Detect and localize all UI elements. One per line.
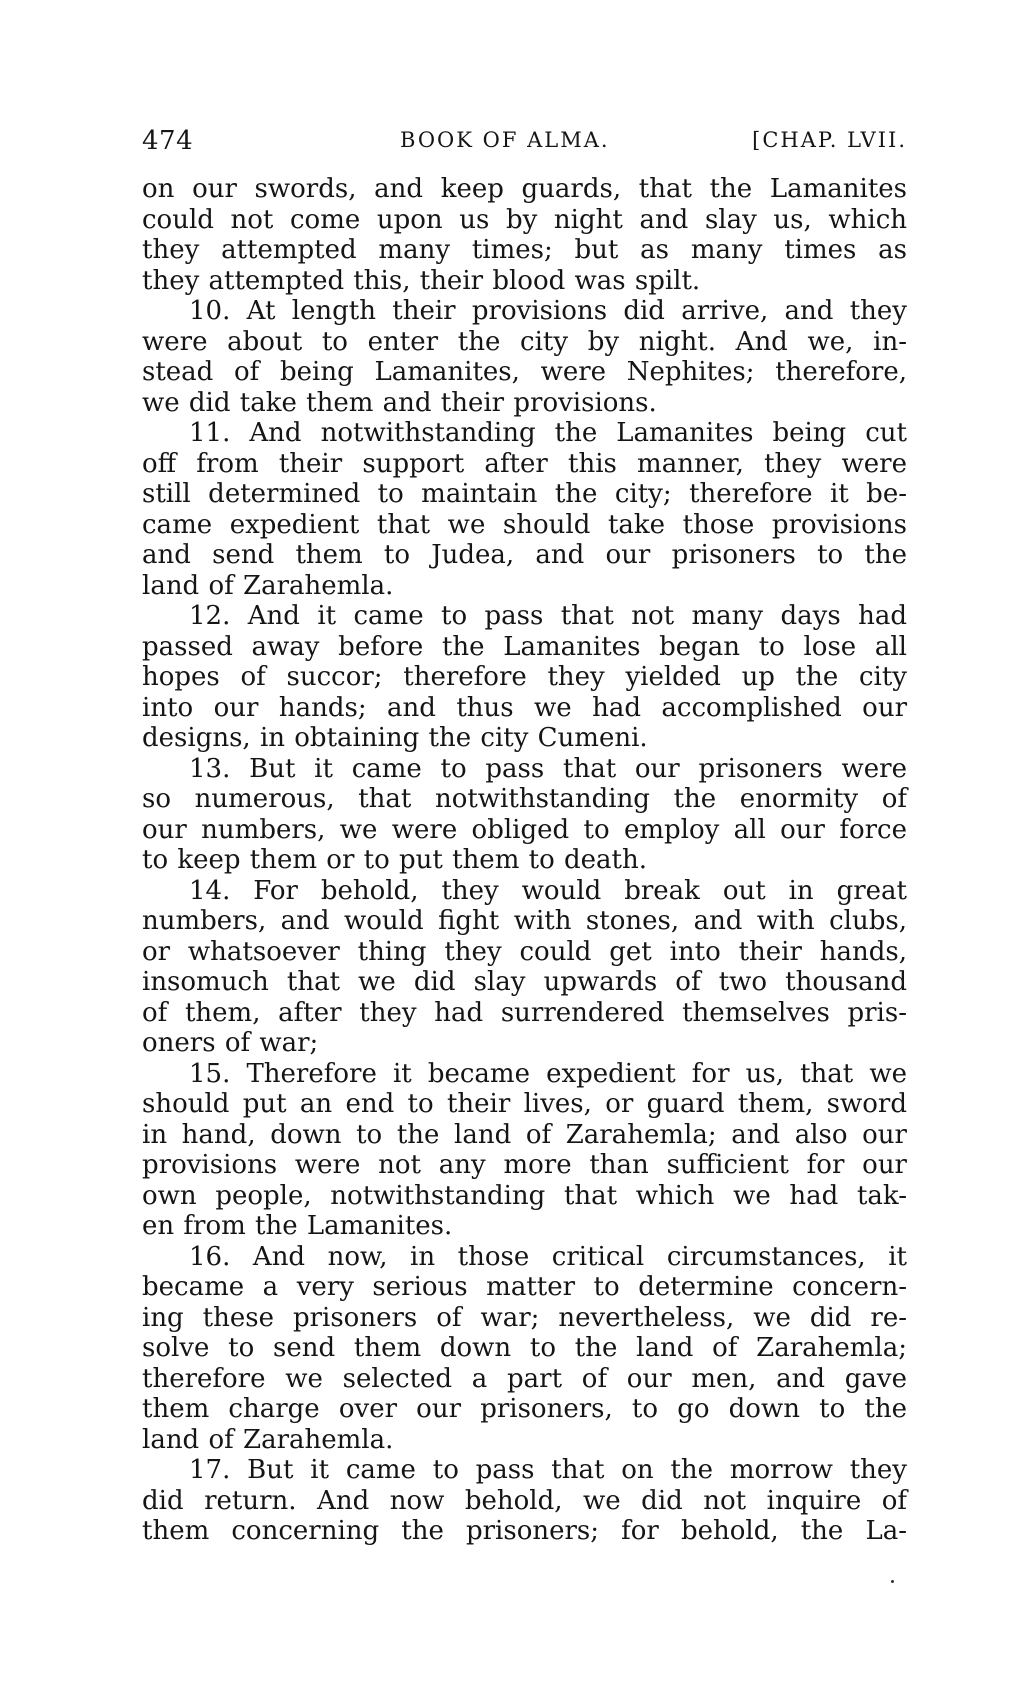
verse-10-start: 10. At length their provisions did arrive, and they (189, 296, 907, 326)
verse-16-start: 16. And now, in those critical circumstances, it (189, 1241, 907, 1272)
text-line: to keep them or to put them to death. (142, 845, 647, 875)
text-line: land of Zarahemla. (142, 570, 394, 601)
verse-17-start: 17. But it came to pass that on the morrow they (189, 1455, 907, 1485)
text-line: insomuch that we did slay upwards of two thousand (142, 967, 907, 997)
text-line: did return. And now behold, we did not inquire of (142, 1485, 907, 1516)
text-line: provisions were not any more than sufficient for our (142, 1150, 907, 1180)
text-line: in hand, down to the land of Zarahemla; and also our (142, 1119, 907, 1150)
text-line: of them, after they had surrendered themselves pris- (142, 997, 907, 1028)
text-line: became a very serious matter to determine concern- (142, 1272, 907, 1302)
text-line: ing these prisoners of war; nevertheless, we did re- (142, 1302, 907, 1333)
text-line: passed away before the Lamanites began to lose all (142, 631, 907, 662)
text-line: into our hands; and thus we had accomplished our (142, 692, 907, 723)
text-line: so numerous, that notwithstanding the enormity of (142, 784, 907, 814)
text-line: them concerning the prisoners; for behold, the La- (142, 1516, 907, 1546)
text-line: still determined to maintain the city; therefore it be- (142, 479, 907, 509)
text-line: stead of being Lamanites, were Nephites; therefore, (142, 357, 907, 387)
text-line: numbers, and would fight with stones, and with clubs, (142, 906, 907, 936)
page (142, 126, 907, 1547)
text-line: could not come upon us by night and slay us, which (142, 204, 907, 235)
body-text (142, 174, 907, 1547)
text-line: they attempted many times; but as many times as (142, 235, 907, 265)
text-line: and send them to Judea, and our prisoners to the (142, 540, 907, 570)
text-line: therefore we selected a part of our men, and gave (142, 1363, 907, 1394)
text-line: designs, in obtaining the city Cumeni. (142, 723, 648, 753)
text-line: they attempted this, their blood was spilt. (142, 265, 701, 296)
text-line: off from their support after this manner, they were (142, 448, 907, 479)
print-speck (891, 1580, 894, 1583)
text-line: on our swords, and keep guards, that the Lamanites (142, 174, 907, 204)
verse-14-start: 14. For behold, they would break out in great (189, 875, 907, 906)
running-header (142, 126, 907, 174)
page-number: 474 (142, 126, 194, 156)
book-title: BOOK OF ALMA. (400, 128, 610, 152)
text-line: came expedient that we should take those provisions (142, 509, 907, 540)
text-line: own people, notwithstanding that which we had tak- (142, 1180, 907, 1211)
text-line: oners of war; (142, 1028, 319, 1058)
text-line: our numbers, we were obliged to employ all our force (142, 814, 907, 845)
text-line: hopes of succor; therefore they yielded up the city (142, 662, 907, 692)
chapter-label: [CHAP. LVII. (752, 128, 907, 152)
verse-15-start: 15. Therefore it became expedient for us, that we (189, 1058, 907, 1089)
text-line: or whatsoever thing they could get into their hands, (142, 936, 907, 967)
text-line: were about to enter the city by night. And we, in- (142, 326, 907, 357)
verse-11-start: 11. And notwithstanding the Lamanites being cut (189, 418, 907, 448)
text-line: we did take them and their provisions. (142, 387, 657, 418)
text-line: en from the Lamanites. (142, 1211, 453, 1241)
text-line: solve to send them down to the land of Zarahemla; (142, 1333, 907, 1363)
text-line: them charge over our prisoners, to go down to the (142, 1394, 907, 1424)
text-line: land of Zarahemla. (142, 1424, 394, 1455)
verse-12-start: 12. And it came to pass that not many days had (189, 601, 907, 631)
text-line: should put an end to their lives, or guard them, sword (142, 1089, 907, 1119)
verse-13-start: 13. But it came to pass that our prisoners were (189, 753, 907, 784)
